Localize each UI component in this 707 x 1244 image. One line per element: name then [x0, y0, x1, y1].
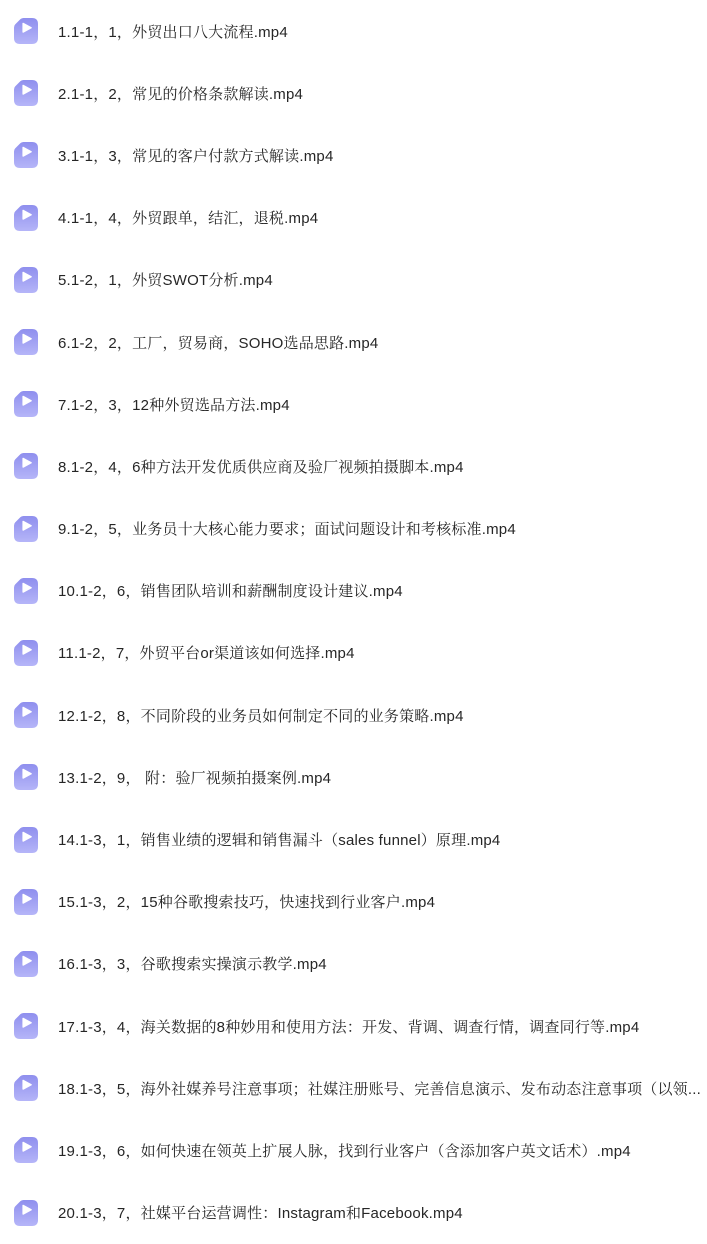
file-row[interactable]	[0, 684, 707, 746]
file-name[interactable]: 16.1-3，3，谷歌搜索实操演示教学.mp4	[58, 956, 327, 974]
video-play-icon	[14, 640, 38, 666]
file-name[interactable]: 4.1-1，4，外贸跟单，结汇，退税.mp4	[58, 210, 319, 228]
file-name[interactable]: 13.1-2，9， 附：验厂视频拍摄案例.mp4	[58, 769, 332, 787]
file-name[interactable]: 8.1-2，4，6种方法开发优质供应商及验厂视频拍摄脚本.mp4	[58, 458, 464, 476]
video-play-icon	[14, 205, 38, 231]
file-name[interactable]: 3.1-1，3，常见的客户付款方式解读.mp4	[58, 147, 334, 165]
file-row[interactable]	[0, 808, 707, 870]
file-row[interactable]	[0, 373, 707, 435]
file-row[interactable]	[0, 995, 707, 1057]
file-row[interactable]	[0, 249, 707, 311]
file-row[interactable]	[0, 498, 707, 560]
file-row[interactable]	[0, 560, 707, 622]
video-play-icon	[14, 1013, 38, 1039]
file-row[interactable]	[0, 1119, 707, 1181]
video-play-icon	[14, 1200, 38, 1226]
file-name[interactable]: 6.1-2，2，工厂，贸易商，SOHO选品思路.mp4	[58, 334, 379, 352]
file-row[interactable]	[0, 62, 707, 124]
video-play-icon	[14, 18, 38, 44]
video-play-icon	[14, 764, 38, 790]
file-row[interactable]	[0, 124, 707, 186]
file-row[interactable]	[0, 933, 707, 995]
file-row[interactable]	[0, 1182, 707, 1244]
file-name[interactable]: 2.1-1，2，常见的价格条款解读.mp4	[58, 85, 304, 103]
video-play-icon	[14, 80, 38, 106]
video-play-icon	[14, 827, 38, 853]
file-row[interactable]	[0, 311, 707, 373]
file-row[interactable]	[0, 746, 707, 808]
file-row[interactable]	[0, 622, 707, 684]
file-name[interactable]: 11.1-2，7，外贸平台or渠道该如何选择.mp4	[58, 645, 355, 663]
file-name[interactable]: 1.1-1，1，外贸出口八大流程.mp4	[58, 23, 288, 41]
file-name[interactable]: 14.1-3，1，销售业绩的逻辑和销售漏斗（sales funnel）原理.mp4	[58, 832, 501, 850]
file-name[interactable]: 10.1-2，6，销售团队培训和薪酬制度设计建议.mp4	[58, 583, 403, 601]
video-play-icon	[14, 267, 38, 293]
video-play-icon	[14, 702, 38, 728]
video-play-icon	[14, 1075, 38, 1101]
video-play-icon	[14, 516, 38, 542]
video-play-icon	[14, 1137, 38, 1163]
video-play-icon	[14, 329, 38, 355]
video-play-icon	[14, 578, 38, 604]
video-play-icon	[14, 951, 38, 977]
file-name[interactable]: 15.1-3，2，15种谷歌搜索技巧，快速找到行业客户.mp4	[58, 894, 436, 912]
file-name[interactable]: 9.1-2，5，业务员十大核心能力要求；面试问题设计和考核标准.mp4	[58, 521, 516, 539]
file-name[interactable]: 12.1-2，8，不同阶段的业务员如何制定不同的业务策略.mp4	[58, 707, 464, 725]
file-name[interactable]: 5.1-2，1，外贸SWOT分析.mp4	[58, 272, 273, 290]
video-play-icon	[14, 453, 38, 479]
file-row[interactable]	[0, 435, 707, 497]
file-row[interactable]	[0, 871, 707, 933]
file-row[interactable]	[0, 0, 707, 62]
video-play-icon	[14, 889, 38, 915]
file-row[interactable]	[0, 187, 707, 249]
file-row[interactable]	[0, 1057, 707, 1119]
file-name[interactable]: 18.1-3，5，海外社媒养号注意事项；社媒注册账号、完善信息演示、发布动态注意事项（以领...	[58, 1080, 701, 1098]
file-name[interactable]: 20.1-3，7，社媒平台运营调性：Instagram和Facebook.mp4	[58, 1205, 463, 1223]
video-play-icon	[14, 391, 38, 417]
file-name[interactable]: 17.1-3，4，海关数据的8种妙用和使用方法：开发、背调、调查行情，调查同行等.mp4	[58, 1018, 640, 1036]
file-name[interactable]: 7.1-2，3，12种外贸选品方法.mp4	[58, 396, 290, 414]
file-name[interactable]: 19.1-3，6，如何快速在领英上扩展人脉，找到行业客户（含添加客户英文话术）.mp4	[58, 1142, 631, 1160]
video-play-icon	[14, 142, 38, 168]
